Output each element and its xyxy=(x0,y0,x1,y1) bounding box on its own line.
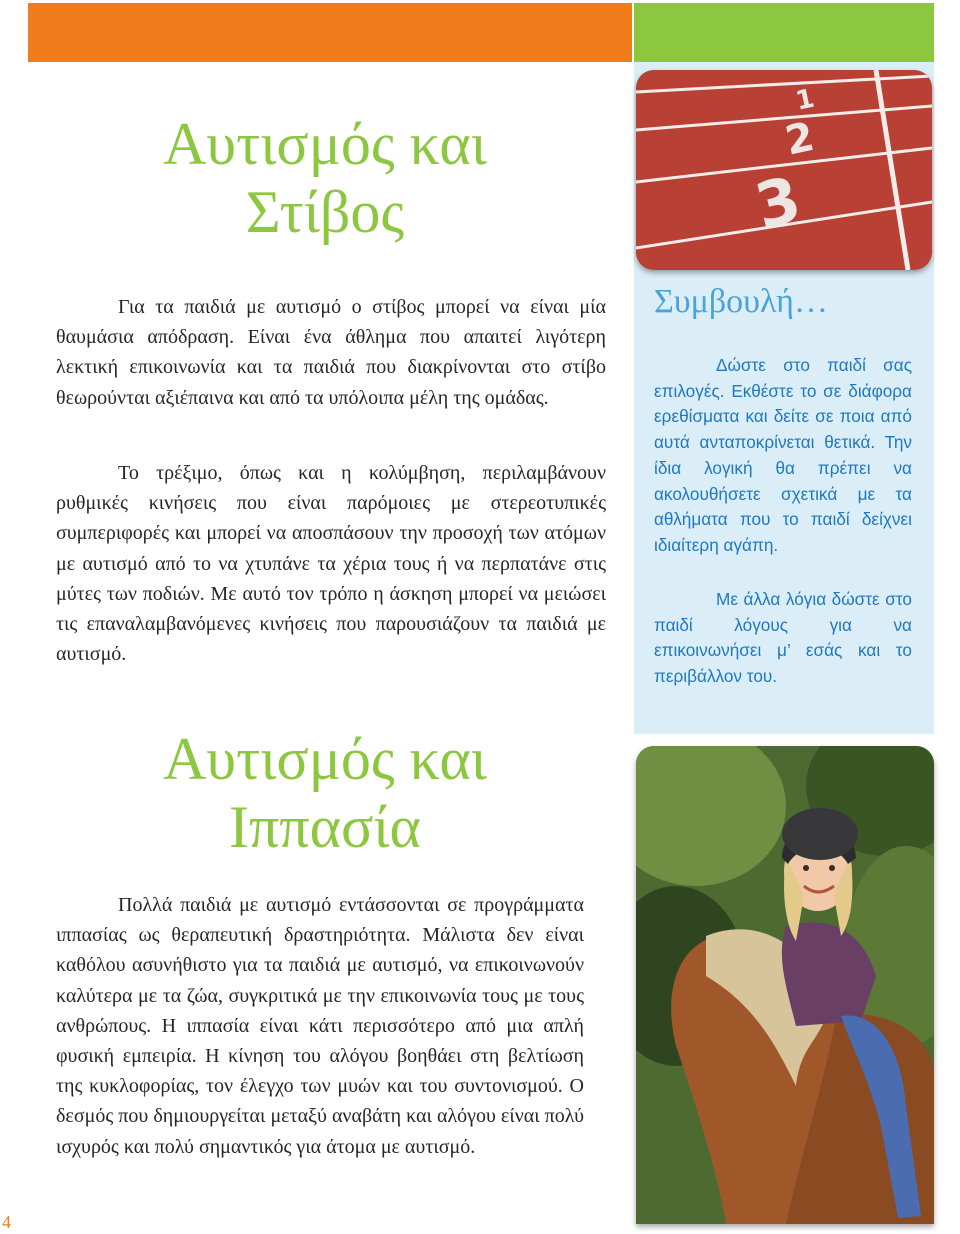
section-title-athletics xyxy=(60,110,590,246)
section-title-line2: Ιππασία xyxy=(229,794,421,860)
header-bar-orange xyxy=(28,3,632,62)
advice-paragraph-2: Με άλλα λόγια δώστε στο παιδί λόγους για να επικοινωνήσει μ’ εσάς και το περιβάλλον του. xyxy=(654,589,912,687)
section-title-line2: Στίβος xyxy=(245,179,405,245)
lane-number-1: 1 xyxy=(793,83,818,117)
advice-paragraph-1: Δώστε στο παιδί σας επιλογές. Εκθέστε το σε διάφορα ερεθίσματα και δείτε σε ποια από αυτά ανταποκρίνεται θετικά. Την ίδια λογική θα πρέπει να ακολουθήσετε σχετικά με τα αθλήματα που το παιδί δείχνει ιδιαίτερη αγάπη. xyxy=(654,355,912,555)
page-number: 4 xyxy=(2,1212,11,1232)
section-title-riding xyxy=(60,725,590,861)
lane-number-2: 2 xyxy=(781,113,819,165)
athletics-paragraph-2: Το τρέξιμο, όπως και η κολύμβηση, περιλαμβάνουν ρυθμικές κινήσεις που είναι παρόμοιες με στερεοτυπικές συμπεριφορές και μπορεί να αποσπάσουν την προσοχή των ατόμων με αυτισμό από το να χτυπάνε τα χέρια τους ή να περπατάνε στις μύτες των ποδιών. Με αυτό τον τρόπο η άσκηση μπορεί να μειώσει τις επαναλαμβανόμενες κινήσεις που παρουσιάζουν τα παιδιά με αυτισμό. xyxy=(56,462,606,666)
riding-paragraph: Πολλά παιδιά με αυτισμό εντάσσονται σε προγράμματα ιππασίας ως θεραπευτική δραστηριότητα. Μάλιστα δεν είναι καθόλου ασυνήθιστο για τα παιδιά με αυτισμό, να επικοινωνούν καλύτερα με τα ζώα, συγκριτικά με την επικοινωνία τους με τους ανθρώπους. Η ιππασία είναι κάτι περισσότερο από μια απλή φυσική εμπειρία. Η κίνηση του αλόγου βοηθάει στη βελτίωση της κυκλοφορίας, τον έλεγχο των μυών και του συντονισμού. Ο δεσμός που δημιουργείται μεταξύ αναβάτη και αλόγου είναι πολύ ισχυρός και πολύ σημαντικός για άτομα με αυτισμό. xyxy=(56,894,584,1158)
athletics-paragraph-1: Για τα παιδιά με αυτισμό ο στίβος μπορεί να είναι μία θαυμάσια απόδραση. Είναι ένα άθλημα που απαιτεί λιγότερη λεκτική επικοινωνία και τα παιδιά που διακρίνονται στο στίβο θεωρούνται αξιέπαινα και από τα υπόλοιπα μέλη της ομάδας. xyxy=(56,296,606,409)
horse-riding-photo xyxy=(636,746,934,1224)
advice-title: Συμβουλή… xyxy=(654,283,828,320)
header-bar-green xyxy=(634,3,934,62)
running-track-photo xyxy=(636,70,932,270)
section-title-line1: Αυτισμός και xyxy=(163,726,487,792)
section-title-line1: Αυτισμός και xyxy=(163,111,487,177)
lane-number-3: 3 xyxy=(748,161,808,244)
